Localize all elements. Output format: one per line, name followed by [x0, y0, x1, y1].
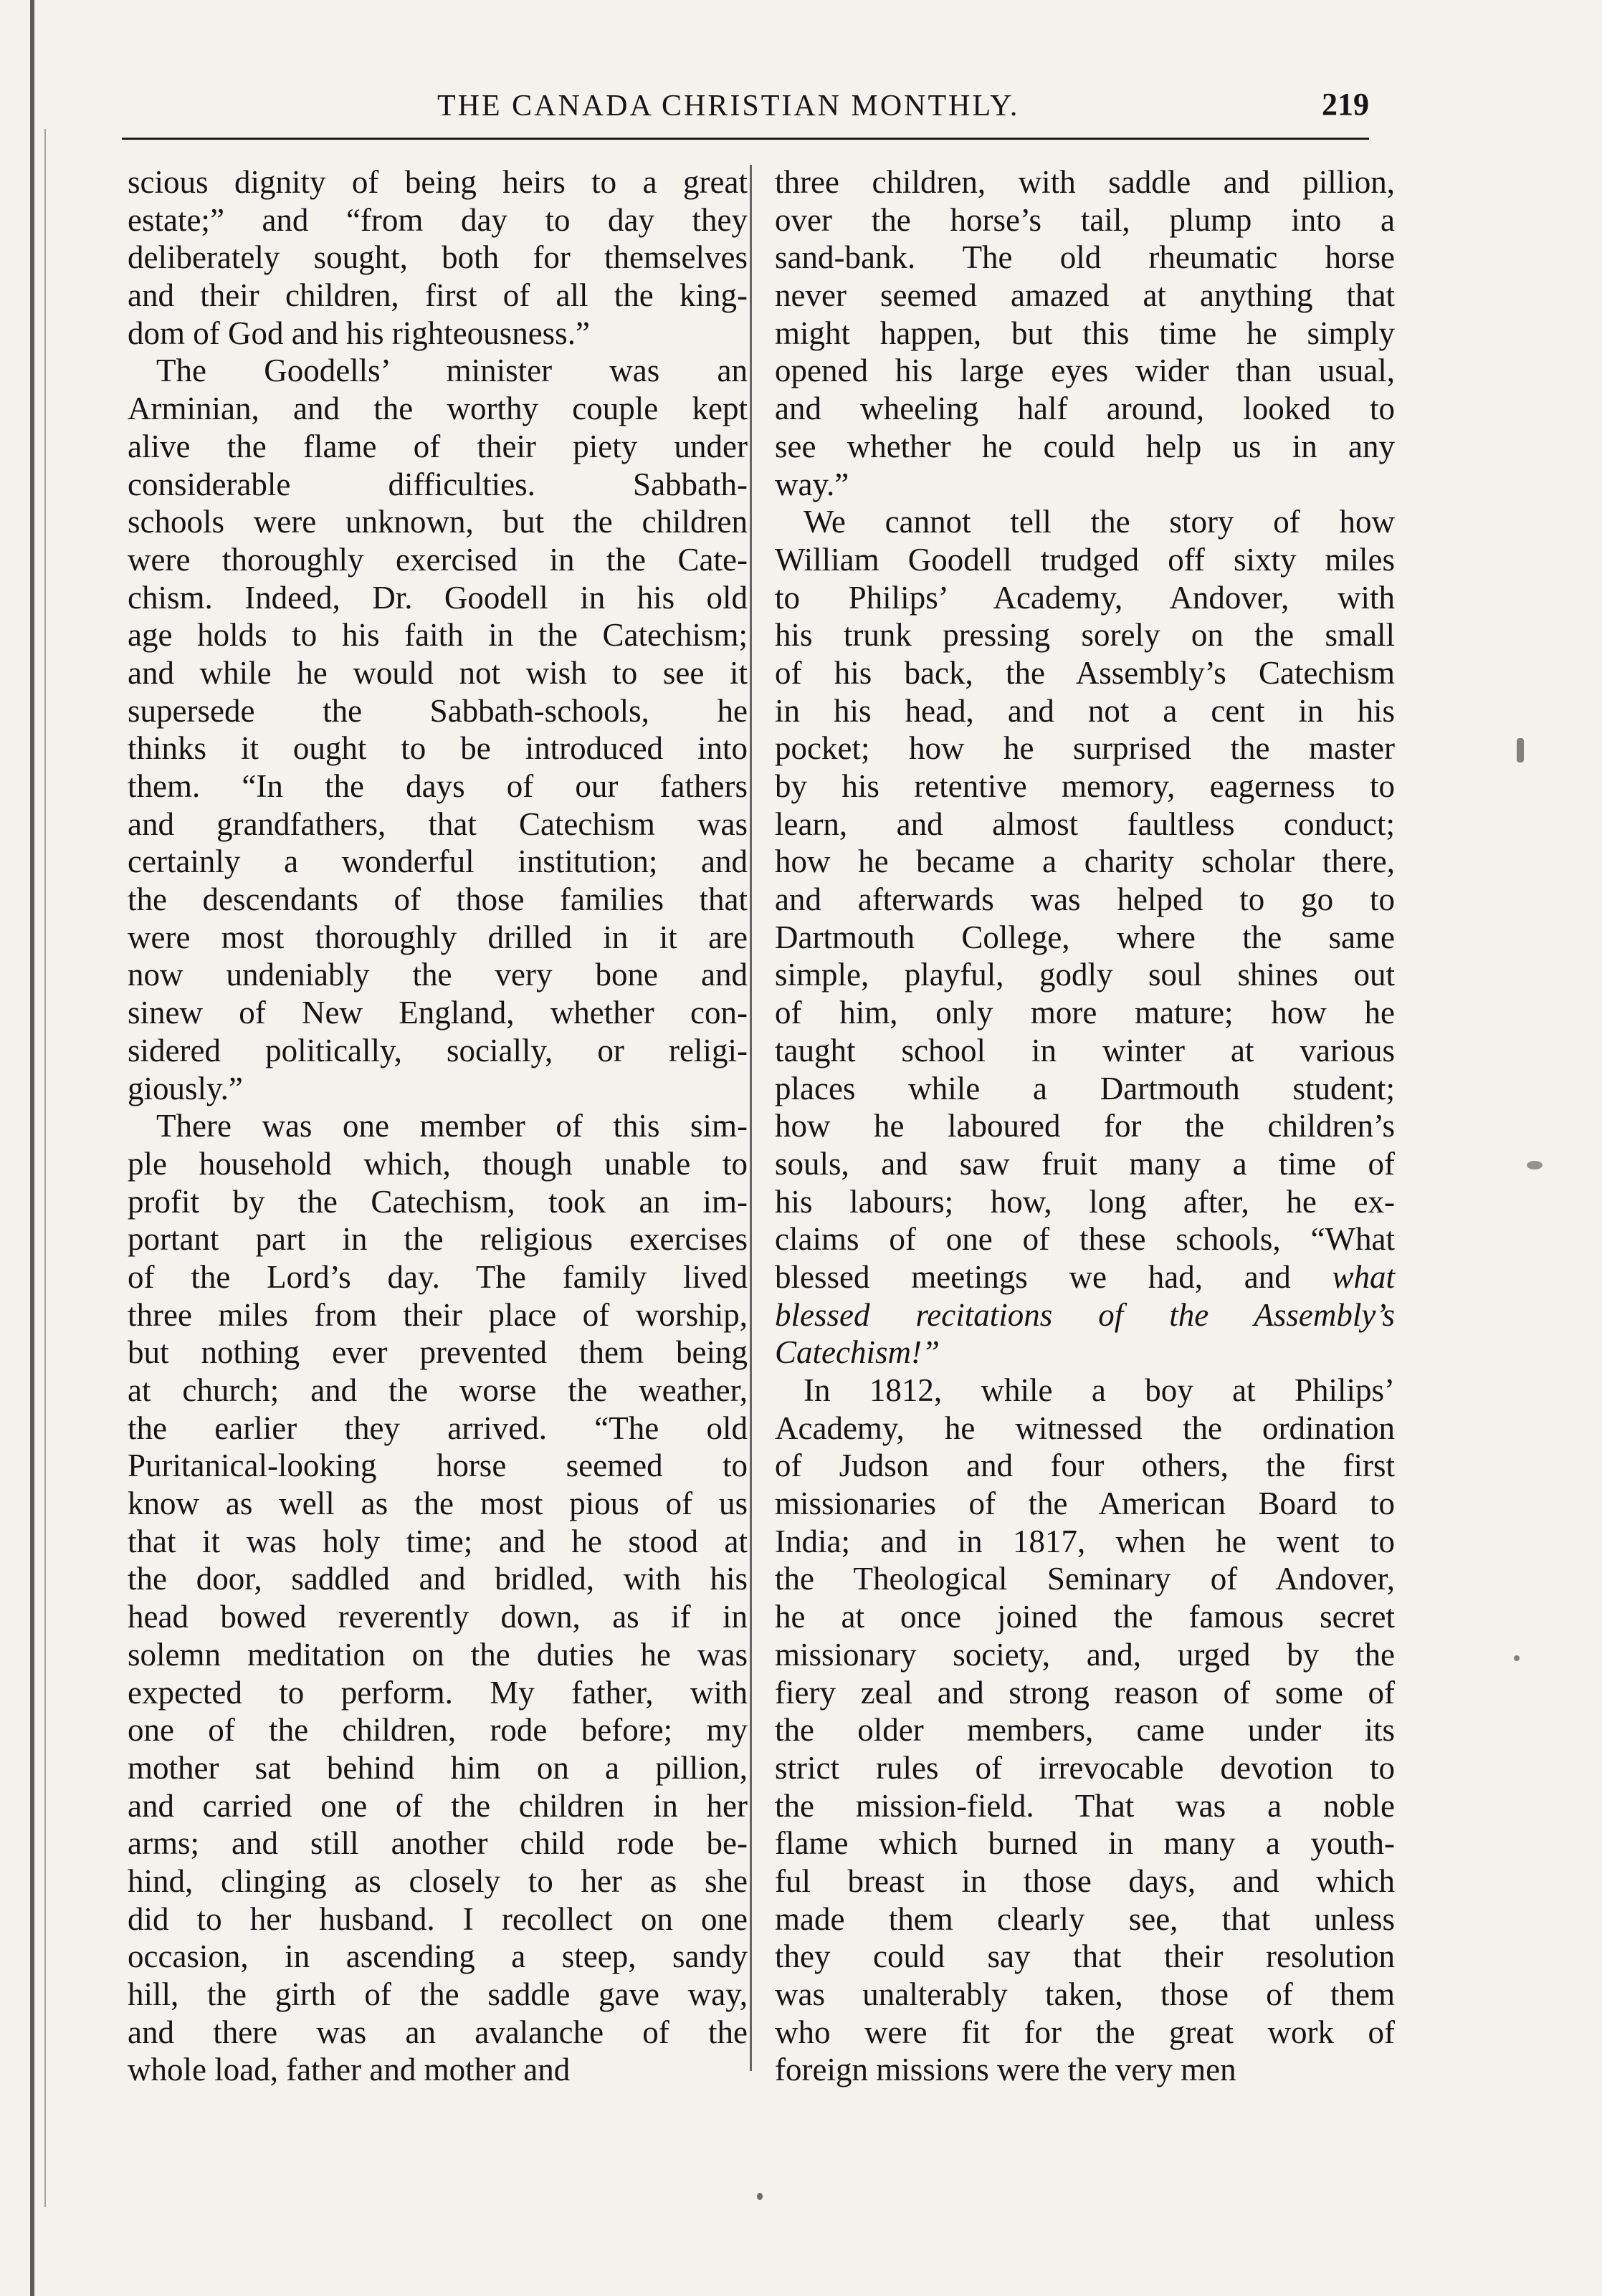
text-line: chism. Indeed, Dr. Goodell in his old: [128, 579, 748, 616]
page-binding-shadow: [44, 129, 46, 2207]
text-line: never seemed amazed at anything that: [775, 277, 1395, 314]
text-line: deliberately sought, both for themselves: [128, 239, 748, 276]
text-line: dom of God and his righteousness.”: [128, 315, 590, 351]
text-line: the earlier they arrived. “The old: [128, 1410, 748, 1446]
text-line: and their children, first of all the king-: [128, 277, 748, 314]
text-line: one of the children, rode before; my: [128, 1712, 748, 1749]
text-line: blessed recitations of the Assembly’s: [775, 1296, 1395, 1333]
text-line: portant part in the religious exercises: [128, 1221, 748, 1258]
text-line: ple household which, though unable to: [128, 1145, 748, 1182]
text-line: and there was an avalanche of the: [128, 2014, 748, 2050]
text-line: Academy, he witnessed the ordination: [775, 1410, 1395, 1446]
text-line: alive the flame of their piety under: [128, 428, 748, 464]
text-line: Puritanical-looking horse seemed to: [128, 1448, 748, 1484]
text-line: by his retentive memory, eagerness to: [775, 768, 1395, 804]
text-line: thinks it ought to be introduced into: [128, 730, 748, 767]
text-line: hind, clinging as closely to her as she: [128, 1862, 748, 1899]
text-line: they could say that their resolution: [775, 1938, 1395, 1975]
text-line: missionary society, and, urged by the: [775, 1636, 1395, 1673]
text-line: over the horse’s tail, plump into a: [775, 201, 1395, 238]
running-title: THE CANADA CHRISTIAN MONTHLY.: [437, 90, 1020, 123]
text-line: the door, saddled and bridled, with his: [128, 1561, 748, 1597]
text-line: in his head, and not a cent in his: [775, 692, 1395, 729]
text-line: and carried one of the children in her: [128, 1787, 748, 1824]
text-line: them. “In the days of our fathers: [128, 768, 748, 804]
text-line: the descendants of those families that: [128, 881, 748, 918]
text-line: were most thoroughly drilled in it are: [128, 919, 748, 955]
text-line: arms; and still another child rode be-: [128, 1825, 748, 1862]
text-line: of him, only more mature; how he: [775, 995, 1395, 1031]
text-line: of his back, the Assembly’s Catechism: [775, 654, 1395, 691]
text-line: certainly a wonderful institution; and: [128, 843, 748, 880]
text-line: claims of one of these schools, “What: [775, 1221, 1395, 1258]
right-text-column: [775, 163, 1395, 2089]
text-line: of Judson and four others, the first: [775, 1448, 1395, 1484]
text-line: souls, and saw fruit many a time of: [775, 1145, 1395, 1182]
text-line: considerable difficulties. Sabbath-: [128, 466, 748, 502]
text-line: were thoroughly exercised in the Cate-: [128, 541, 748, 578]
text-line: ful breast in those days, and which: [775, 1862, 1395, 1899]
text-line: he at once joined the famous secret: [775, 1599, 1395, 1635]
text-line: profit by the Catechism, took an im-: [128, 1183, 748, 1220]
text-line: blessed meetings we had, and what: [775, 1258, 1395, 1295]
text-line: mother sat behind him on a pillion,: [128, 1749, 748, 1786]
text-line: of the Lord’s day. The family lived: [128, 1258, 748, 1295]
text-line: expected to perform. My father, with: [128, 1674, 748, 1711]
text-line: hill, the girth of the saddle gave way,: [128, 1976, 748, 2012]
page-binding-edge: [30, 0, 34, 2296]
text-line: age holds to his faith in the Catechism;: [128, 617, 748, 654]
text-line: now undeniably the very bone and: [128, 957, 748, 993]
text-line: Dartmouth College, where the same: [775, 919, 1395, 955]
text-line: pocket; how he surprised the master: [775, 730, 1395, 767]
text-line: strict rules of irrevocable devotion to: [775, 1749, 1395, 1786]
text-line: how he became a charity scholar there,: [775, 843, 1395, 880]
text-line: Arminian, and the worthy couple kept: [128, 391, 748, 427]
text-line: There was one member of this sim-: [156, 1108, 748, 1144]
text-line: know as well as the most pious of us: [128, 1486, 748, 1522]
text-line: and grandfathers, that Catechism was: [128, 805, 748, 842]
text-line: and afterwards was helped to go to: [775, 881, 1395, 918]
text-line: In 1812, while a boy at Philips’: [804, 1372, 1395, 1408]
text-line: schools were unknown, but the children: [128, 504, 748, 540]
text-line: might happen, but this time he simply: [775, 315, 1395, 351]
page-number: 219: [1322, 87, 1369, 122]
text-line: his trunk pressing sorely on the small: [775, 617, 1395, 654]
text-line: three miles from their place of worship,: [128, 1296, 748, 1333]
text-line: how he laboured for the children’s: [775, 1108, 1395, 1144]
page-header: [122, 85, 1369, 142]
text-line: whole load, father and mother and: [128, 2052, 571, 2088]
text-line: taught school in winter at various: [775, 1032, 1395, 1068]
text-line: the mission-field. That was a noble: [775, 1787, 1395, 1824]
text-line: did to her husband. I recollect on one: [128, 1900, 748, 1937]
text-line: the Theological Seminary of Andover,: [775, 1561, 1395, 1597]
text-line: three children, with saddle and pillion,: [775, 164, 1395, 200]
text-line: to Philips’ Academy, Andover, with: [775, 579, 1395, 616]
text-line: way.”: [775, 466, 849, 502]
text-line: at church; and the worse the weather,: [128, 1372, 748, 1408]
text-line: Catechism!”: [775, 1334, 940, 1371]
left-text-column: [128, 163, 748, 2089]
text-line: learn, and almost faultless conduct;: [775, 805, 1395, 842]
text-line: William Goodell trudged off sixty miles: [775, 541, 1395, 578]
text-line: simple, playful, godly soul shines out: [775, 957, 1395, 993]
text-line: that it was holy time; and he stood at: [128, 1523, 748, 1559]
text-line: scious dignity of being heirs to a great: [128, 164, 748, 200]
text-line: but nothing ever prevented them being: [128, 1334, 748, 1371]
text-line: see whether he could help us in any: [775, 428, 1395, 464]
text-line: who were fit for the great work of: [775, 2014, 1395, 2050]
text-line: estate;” and “from day to day they: [128, 201, 748, 238]
text-line: sinew of New England, whether con-: [128, 995, 748, 1031]
text-line: his labours; how, long after, he ex-: [775, 1183, 1395, 1220]
text-line: sidered politically, socially, or religi-: [128, 1032, 748, 1068]
text-line: made them clearly see, that unless: [775, 1900, 1395, 1937]
text-line: supersede the Sabbath-schools, he: [128, 692, 748, 729]
text-line: the older members, came under its: [775, 1712, 1395, 1749]
text-line: fiery zeal and strong reason of some of: [775, 1674, 1395, 1711]
text-line: The Goodells’ minister was an: [156, 353, 748, 389]
text-line: flame which burned in many a youth-: [775, 1825, 1395, 1862]
text-line: missionaries of the American Board to: [775, 1486, 1395, 1522]
text-line: was unalterably taken, those of them: [775, 1976, 1395, 2012]
text-line: head bowed reverently down, as if in: [128, 1599, 748, 1635]
text-line: sand-bank. The old rheumatic horse: [775, 239, 1395, 276]
column-divider: [750, 165, 752, 2071]
text-line: giously.”: [128, 1070, 243, 1106]
header-rule: [122, 138, 1369, 140]
text-line: and wheeling half around, looked to: [775, 391, 1395, 427]
text-line: and while he would not wish to see it: [128, 654, 748, 691]
text-line: We cannot tell the story of how: [804, 504, 1395, 540]
text-line: opened his large eyes wider than usual,: [775, 353, 1395, 389]
text-line: India; and in 1817, when he went to: [775, 1523, 1395, 1559]
text-line: solemn meditation on the duties he was: [128, 1636, 748, 1673]
text-line: foreign missions were the very men: [775, 2052, 1236, 2088]
text-line: occasion, in ascending a steep, sandy: [128, 1938, 748, 1975]
text-line: places while a Dartmouth student;: [775, 1070, 1395, 1106]
